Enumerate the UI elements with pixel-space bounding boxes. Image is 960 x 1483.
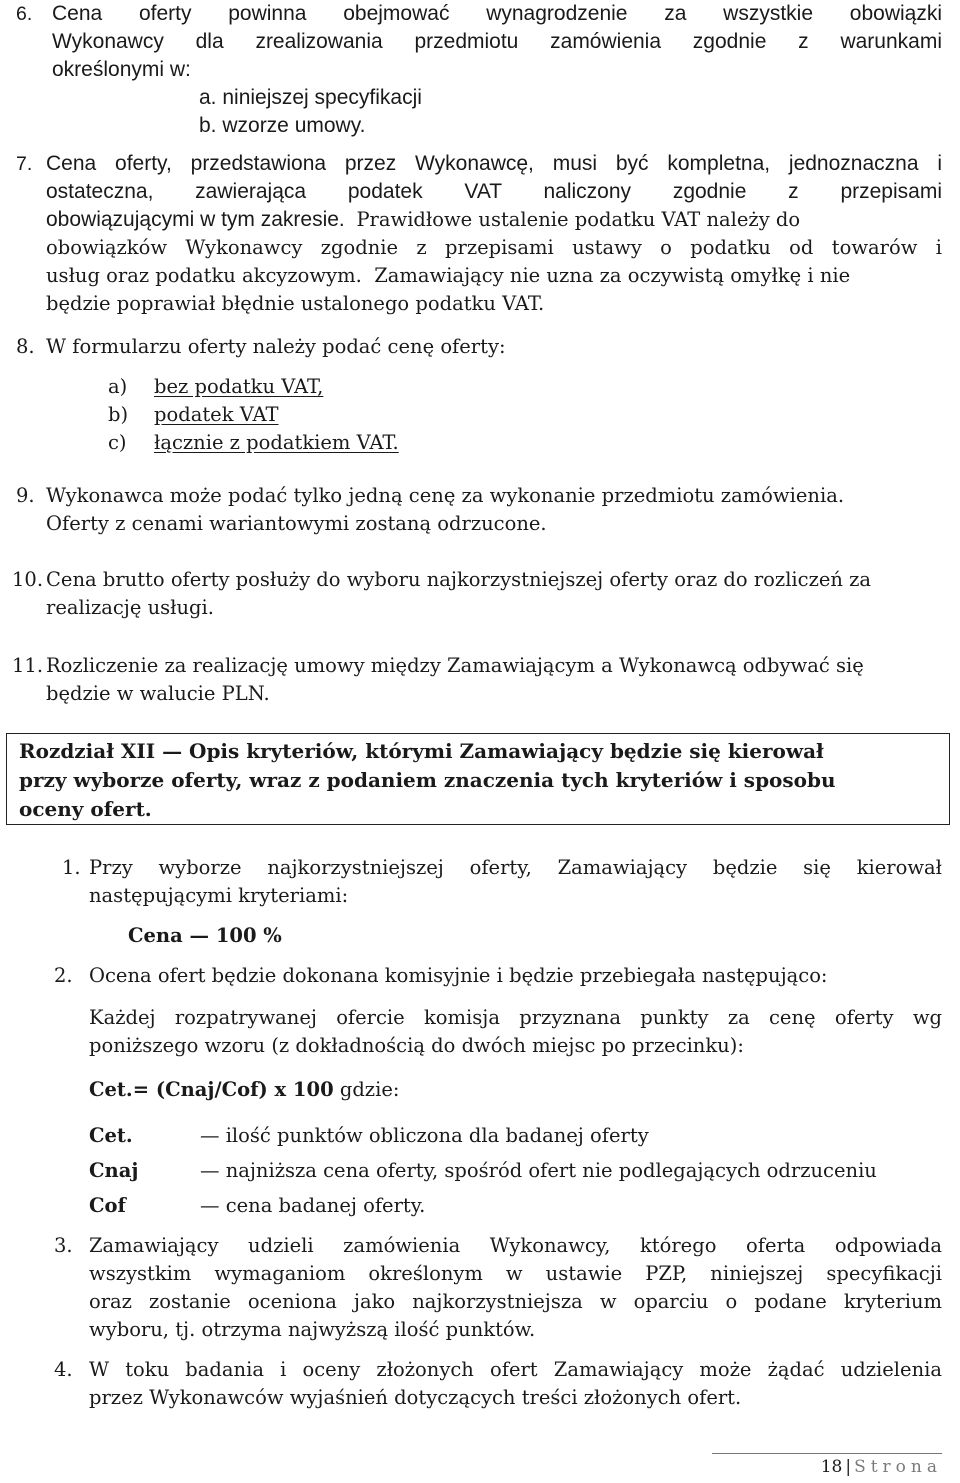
sub-item: a. niniejszej specyfikacji [199,86,422,109]
text-line: Wykonawca może podać tylko jedną cenę za wykonanie przedmiotu zamówienia. [46,484,845,507]
text-line [46,206,800,234]
text-line: realizację usługi. [46,596,214,619]
chapter-heading-box [6,733,950,825]
text-line: Cena oferty powinna obejmować wynagrodzenie za wszystkie obowiązki [52,2,942,25]
text-line: Przy wyborze najkorzystniejszej oferty, Zamawiający będzie się kierował [89,856,942,879]
text-line: będzie poprawiał błędnie ustalonego podatku VAT. [46,292,545,315]
text-line: Ocena ofert będzie dokonana komisyjnie i będzie przebiegała następująco: [89,964,828,987]
text-line: Oferty z cenami wariantowymi zostaną odrzucone. [46,512,547,535]
page-number-label [821,1457,942,1477]
chapter-heading-line: oceny ofert. [19,797,152,821]
list-item: bez podatku VAT, [154,375,324,398]
text-line: Zamawiający udzieli zamówienia Wykonawcy, którego oferta odpowiada [89,1234,942,1257]
definition-text: — cena badanej oferty. [200,1194,426,1217]
text-line: następującymi kryteriami: [89,884,349,907]
item-number: 7. [16,153,33,175]
definition-text: — ilość punktów obliczona dla badanej oferty [200,1124,649,1147]
criterion-label: Cena — 100 % [128,924,282,947]
item-number: 2. [54,964,73,987]
text-line: Wykonawcy dla zrealizowania przedmiotu zamówienia zgodnie z warunkami [52,30,942,53]
page-number: 18 [820,1457,843,1477]
text-line: Rozliczenie za realizację umowy między Zamawiającym a Wykonawcą odbywać się [46,654,864,677]
formula-tail: gdzie: [333,1078,400,1101]
item-number: 11. [12,654,44,677]
item-number: 9. [16,484,35,507]
page-footer [0,1453,960,1483]
text-line: określonymi w: [52,58,191,81]
item-number: 6. [16,3,33,25]
text-run: Prawidłowe ustalenie podatku VAT należy do [356,208,801,231]
definition-text: — najniższa cena oferty, spośród ofert nie podlegających odrzuceniu [200,1159,877,1182]
text-line: wszystkim wymaganiom określonym w ustawie PZP, niniejszej specyfikacji [89,1262,942,1285]
item-number: 3. [54,1234,73,1257]
text-run: usług oraz podatku akcyzowym. [46,264,362,287]
definition-symbol: Cnaj [89,1159,139,1182]
text-line: ostateczna, zawierająca podatek VAT naliczony zgodnie z przepisami [46,180,942,203]
text-line: Cena oferty, przedstawiona przez Wykonawcę, musi być kompletna, jednoznaczna i [46,152,942,175]
list-marker: b) [108,403,129,426]
list-marker: c) [108,431,127,454]
text-line: W toku badania i oceny złożonych ofert Zamawiający może żądać udzielenia [89,1358,942,1381]
definition-symbol: Cof [89,1194,126,1217]
text-line: oraz zostanie oceniona jako najkorzystniejsza w oparciu o podane kryterium [89,1290,942,1313]
list-marker: a) [108,375,128,398]
text-line: wyboru, tj. otrzyma najwyższą ilość punktów. [89,1318,536,1341]
chapter-heading-line: przy wyborze oferty, wraz z podaniem znaczenia tych kryteriów i sposobu [19,768,836,792]
item-number: 1. [62,856,81,879]
text-run: Zamawiający nie uzna za oczywistą omyłkę i nie [374,264,851,287]
text-line [46,262,850,290]
list-item: podatek VAT [154,403,279,426]
item-number: 10. [12,568,44,591]
formula-line [89,1076,399,1104]
text-run: obowiązującymi w tym zakresie. [46,208,345,231]
item-number: 8. [16,335,35,358]
text-line: Każdej rozpatrywanej ofercie komisja przyznana punkty za cenę oferty wg [89,1006,942,1029]
text-line: W formularzu oferty należy podać cenę oferty: [46,335,506,358]
text-line: będzie w walucie PLN. [46,682,270,705]
text-line: Cena brutto oferty posłuży do wyboru najkorzystniejszej oferty oraz do rozliczeń za [46,568,872,591]
text-line: obowiązków Wykonawcy zgodnie z przepisami ustawy o podatku od towarów i [46,236,942,259]
formula: Cet.= (Cnaj/Cof) x 100 [89,1078,334,1101]
footer-separator: | [845,1457,852,1477]
text-line: przez Wykonawców wyjaśnień dotyczących treści złożonych ofert. [89,1386,742,1409]
footer-rule [712,1453,942,1454]
chapter-heading-line: Rozdział XII — Opis kryteriów, którymi Zamawiający będzie się kierował [19,739,824,763]
item-number: 4. [54,1358,73,1381]
list-item: łącznie z podatkiem VAT. [154,431,399,454]
text-line: poniższego wzoru (z dokładnością do dwóch miejsc po przecinku): [89,1034,744,1057]
footer-label: Strona [854,1457,942,1477]
sub-item: b. wzorze umowy. [199,114,366,137]
definition-symbol: Cet. [89,1124,133,1147]
